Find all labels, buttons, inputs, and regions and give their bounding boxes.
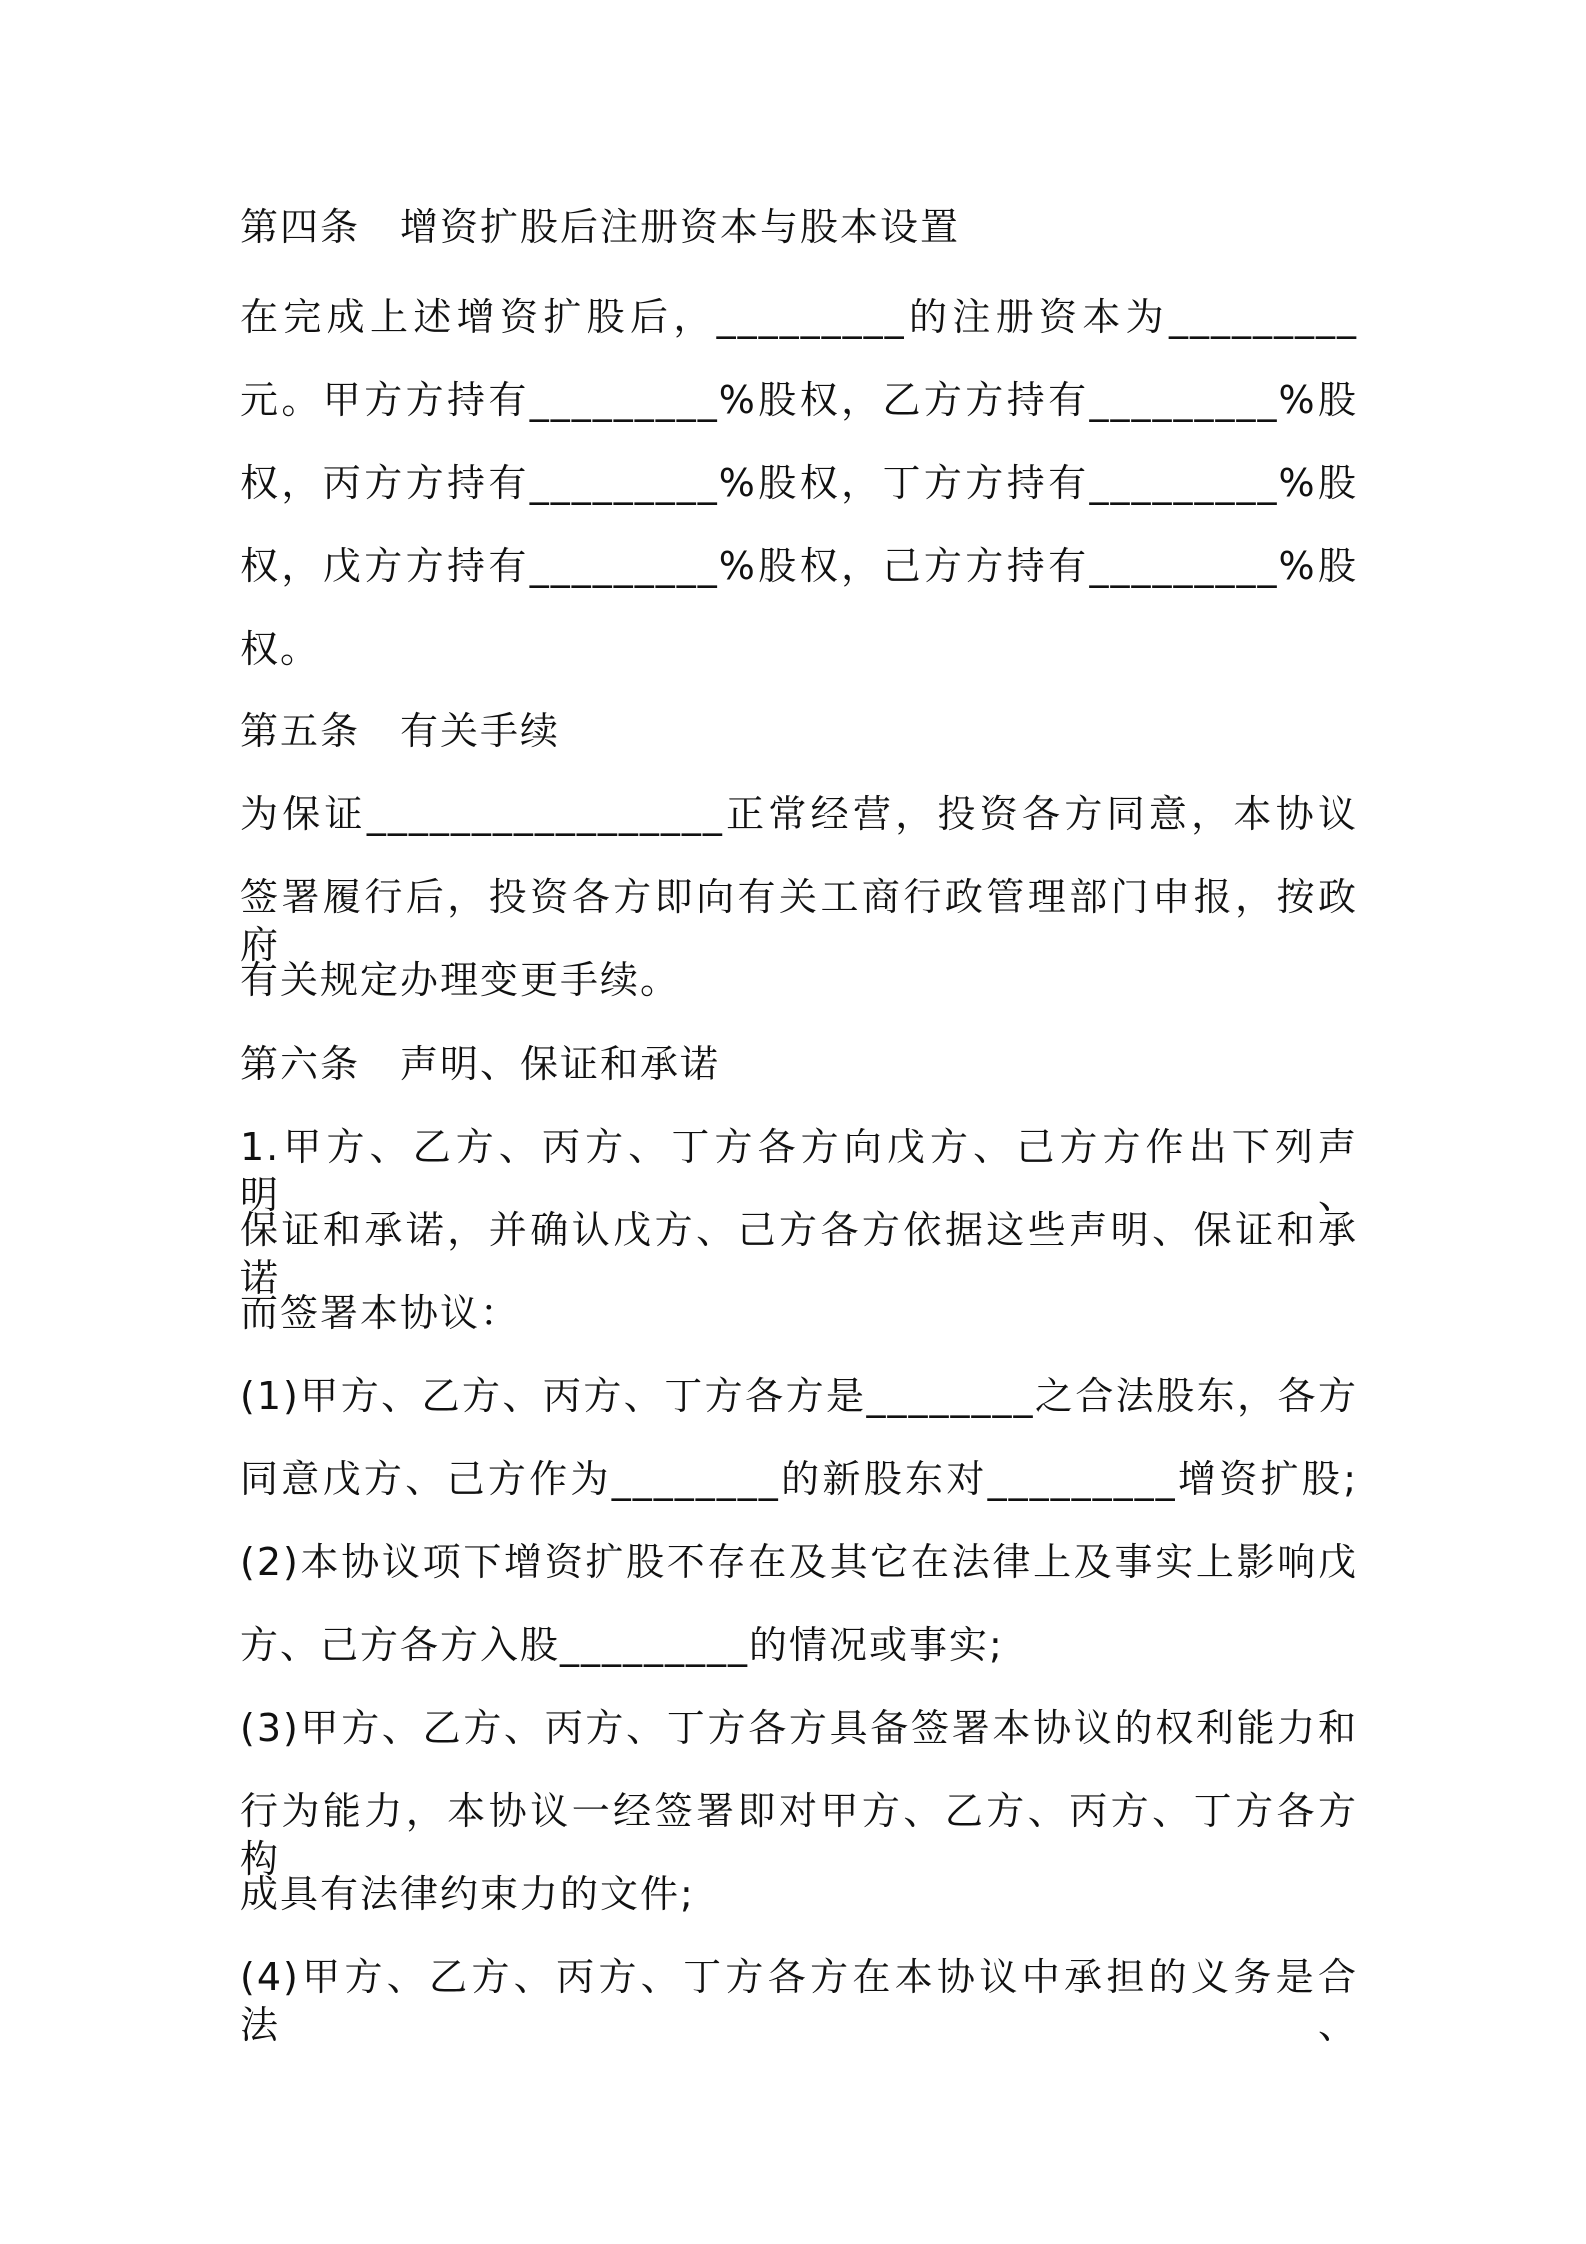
article-4-heading: 第四条 增资扩股后注册资本与股本设置 [240,205,961,249]
paragraph-line: 权，丙方方持有_________%股权，丁方方持有_________%股 [240,461,1358,505]
paragraph-line: 权。 [240,627,321,671]
article-6-heading: 第六条 声明、保证和承诺 [240,1042,721,1086]
paragraph-line: (3)甲方、乙方、丙方、丁方各方具备签署本协议的权利能力和 [240,1706,1358,1750]
paragraph-line: 权，戊方方持有_________%股权，己方方持有_________%股 [240,544,1358,588]
paragraph-line: 1.甲方、乙方、丙方、丁方各方向戊方、己方方作出下列声明、 [240,1125,1358,1217]
paragraph-line: (1)甲方、乙方、丙方、丁方各方是________之合法股东，各方 [240,1374,1358,1418]
paragraph-line: 行为能力，本协议一经签署即对甲方、乙方、丙方、丁方各方构 [240,1789,1358,1881]
paragraph-line: 成具有法律约束力的文件; [240,1872,695,1916]
paragraph-line: (4)甲方、乙方、丙方、丁方各方在本协议中承担的义务是合法、 [240,1955,1358,2047]
paragraph-line: 有关规定办理变更手续。 [240,958,681,1002]
paragraph-line: 方、己方各方入股_________的情况或事实; [240,1623,1004,1667]
paragraph-line: 为保证_________________正常经营，投资各方同意，本协议 [240,792,1358,836]
paragraph-line: 在完成上述增资扩股后，_________的注册资本为_________ [240,295,1358,339]
paragraph-line: (2)本协议项下增资扩股不存在及其它在法律上及事实上影响戊 [240,1540,1358,1584]
article-5-heading: 第五条 有关手续 [240,709,561,753]
paragraph-line: 保证和承诺，并确认戊方、己方各方依据这些声明、保证和承诺 [240,1208,1358,1300]
paragraph-line: 同意戊方、己方作为________的新股东对_________增资扩股; [240,1457,1358,1501]
paragraph-line: 签署履行后，投资各方即向有关工商行政管理部门申报，按政府 [240,875,1358,967]
paragraph-line: 元。甲方方持有_________%股权，乙方方持有_________%股 [240,378,1358,422]
paragraph-line: 而签署本协议： [240,1291,521,1335]
